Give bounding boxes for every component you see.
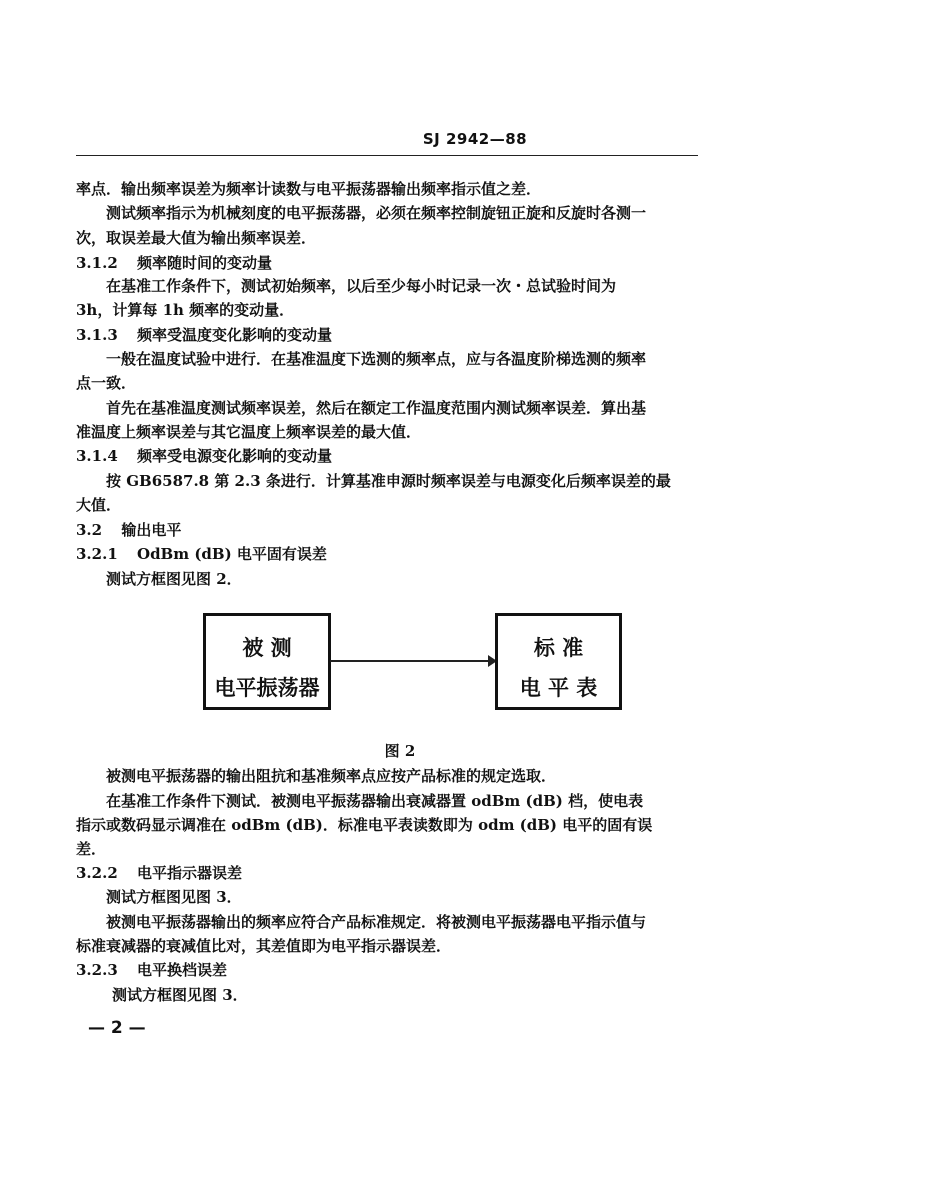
section-number: 3.1.2 xyxy=(76,254,118,272)
text-line: 首先在基准温度测试频率误差，然后在额定工作温度范围内测试频率误差．算出基 xyxy=(106,399,647,417)
text-line: 在基准工作条件下，测试初始频率，以后至少每小时记录一次・总试验时间为 xyxy=(106,277,617,295)
standard-level-meter-box xyxy=(495,613,622,710)
section-heading-3-2-1 xyxy=(76,544,327,564)
text-line: 准温度上频率误差与其它温度上频率误差的最大值． xyxy=(76,423,422,441)
text-line: 差． xyxy=(76,840,107,858)
text-line: 测试频率指示为机械刻度的电平振荡器，必须在频率控制旋钮正旋和反旋时各测一 xyxy=(106,204,647,222)
section-title: 频率受温度变化影响的变动量 xyxy=(137,326,333,344)
signal-connection-line xyxy=(330,660,496,662)
section-heading-3-2 xyxy=(76,520,181,540)
section-title: 电平指示器误差 xyxy=(137,864,243,882)
section-title: 输出电平 xyxy=(121,521,182,539)
page-number: — 2 — xyxy=(88,1018,146,1038)
text-line: 测试方框图见图 2． xyxy=(106,570,242,588)
text-line: 指示或数码显示调准在 odBm (dB)．标准电平表读数即为 odm (dB) 电平的固有误 xyxy=(76,816,653,834)
device-under-test-box xyxy=(203,613,331,710)
text-line: 3h，计算每 1h 频率的变动量． xyxy=(76,301,295,319)
document-code-header: SJ 2942—88 xyxy=(422,130,528,148)
box-label-line: 被 测 xyxy=(242,635,292,660)
section-title: 频率随时间的变动量 xyxy=(137,254,273,272)
text-line: 一般在温度试验中进行．在基准温度下选测的频率点，应与各温度阶梯选测的频率 xyxy=(106,350,647,368)
section-number: 3.1.4 xyxy=(76,447,118,465)
text-line: 在基准工作条件下测试．被测电平振荡器输出衰减器置 odBm (dB) 档，使电表 xyxy=(106,792,644,810)
figure-caption: 图 2 xyxy=(384,742,416,760)
box-label-line: 标 准 xyxy=(533,635,584,660)
section-number: 3.2 xyxy=(76,521,103,539)
section-heading-3-2-2 xyxy=(76,863,242,883)
section-heading-3-1-4 xyxy=(76,446,332,466)
text-line: 被测电平振荡器的输出阻抗和基准频率点应按产品标准的规定选取． xyxy=(106,767,557,785)
text-line: 标准衰减器的衰减值比对，其差值即为电平指示器误差． xyxy=(76,937,452,955)
text-line: 测试方框图见图 3． xyxy=(106,888,242,906)
text-line: 被测电平振荡器输出的频率应符合产品标准规定．将被测电平振荡器电平指示值与 xyxy=(106,913,647,931)
header-rule xyxy=(76,155,698,156)
box-label-line: 电平振荡器 xyxy=(214,675,320,700)
text-line: 次，取误差最大值为输出频率误差． xyxy=(76,229,317,247)
section-number: 3.2.2 xyxy=(76,864,118,882)
text-line: 率点．输出频率误差为频率计读数与电平振荡器输出频率指示值之差． xyxy=(76,180,542,198)
text-line: 按 GB6587.8 第 2.3 条进行．计算基准申源时频率误差与电源变化后频率误差的最 xyxy=(106,472,671,490)
text-line: 点一致． xyxy=(76,374,137,392)
section-heading-3-1-3 xyxy=(76,325,332,345)
section-heading-3-2-3 xyxy=(76,960,227,980)
section-number: 3.2.1 xyxy=(76,545,118,563)
section-number: 3.2.3 xyxy=(76,961,118,979)
text-line: 大值． xyxy=(76,496,122,514)
section-title: OdBm (dB) 电平固有误差 xyxy=(137,545,327,563)
section-title: 电平换档误差 xyxy=(137,961,228,979)
section-number: 3.1.3 xyxy=(76,326,118,344)
text-line: 测试方框图见图 3． xyxy=(112,986,248,1004)
box-label-line: 电 平 表 xyxy=(519,675,598,700)
section-heading-3-1-2 xyxy=(76,253,272,273)
section-title: 频率受电源变化影响的变动量 xyxy=(137,447,333,465)
